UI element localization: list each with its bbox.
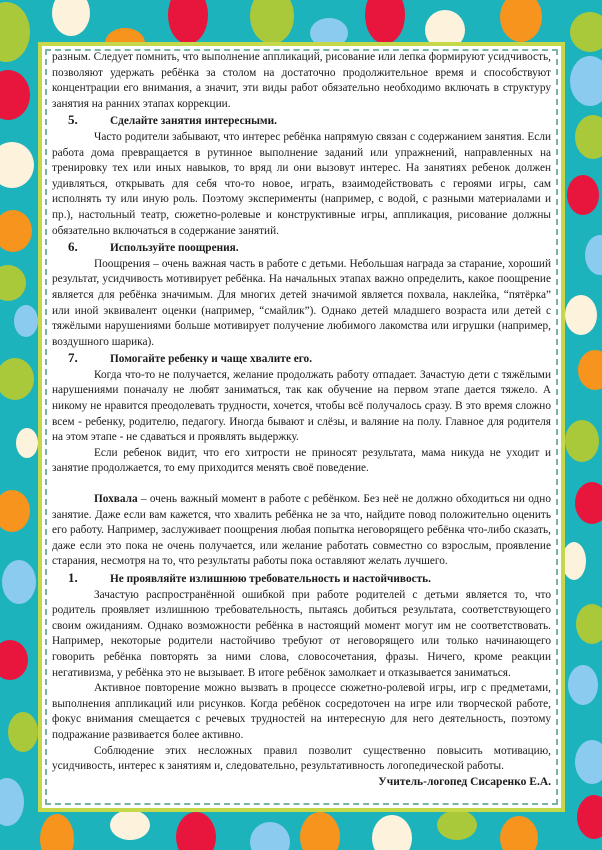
paragraph: Зачастую распространённой ошибкой при работе родителей с детьми является то, что родитель проявляет излишнюю требовательность, пытаясь добиться результата, соответствующего своим ожиданиям. Однако возможности ребёнка в настоящий момент могут им не соответствовать. Например, некоторые родители настойчиво требуют от неговорящего или только начинающего говорить ребёнка повторять за ними слова, словосочетания, фразы. Ничего, кроме реакции негативизма, у ребёнка это не вызывает. В итоге ребёнок замолкает и отказывается заниматься.: [52, 588, 551, 679]
dot: [577, 795, 602, 839]
section-heading: [52, 239, 551, 257]
article-body: [52, 50, 551, 790]
dot: [8, 712, 38, 752]
section-heading: [52, 112, 551, 130]
dot: [0, 358, 34, 400]
dot: [565, 295, 597, 335]
section-number: 7.: [68, 350, 78, 366]
dot: [0, 778, 24, 826]
author-signature: Учитель-логопед Сисаренко Е.А.: [378, 775, 551, 788]
dot: [0, 490, 30, 532]
dot: [0, 2, 30, 62]
section-title: Сделайте занятия интересными.: [110, 115, 277, 128]
dot: [0, 70, 30, 120]
dot: [575, 115, 602, 159]
dot: [576, 604, 602, 644]
praise-paragraph: [52, 492, 551, 570]
praise-text: – очень важный момент в работе с ребёнком. Без неё не должно обходиться ни одно занятие. Даже если вам кажется, что хвалить ребёнка не за что, найдите повод положительно оценить его работу. Например, заслуживает поощрения любая попытка неговорящего ребёнка что-либо сказать, даже если это пока не очень получается, или желание работать совместно со взрослым, проявление старания, несмотря на то, что результаты работы пока оставляют желать лучшего.: [52, 493, 551, 568]
dot: [250, 0, 294, 44]
dot: [585, 235, 602, 275]
dot: [40, 814, 74, 850]
dot: [575, 482, 602, 524]
section-heading: [52, 350, 551, 368]
section-title: Помогайте ребенку и чаще хвалите его.: [110, 353, 313, 366]
dot: [300, 812, 340, 850]
section-number: 5.: [68, 112, 78, 128]
dot: [0, 142, 34, 188]
dot: [52, 0, 90, 36]
dot: [176, 812, 216, 850]
dot: [575, 740, 602, 784]
dot: [372, 815, 412, 850]
paragraph: Часто родители забывают, что интерес ребёнка напрямую связан с содержанием занятия. Если работа дома превращается в рутинное выполнение заданий или упражнений, направленных на тренировку тех или иных навыков, то вряд ли они вызовут интерес. На занятиях ребенок должен удивляться, открывать для себя что-то новое, играть, взаимодействовать с героями игры, сам исполнять ту или иную роль. Поэтому эксперименты (например, с водой, с разными материалами и пр.), настольный театр, сюжетно-ролевые и конструктивные игры, аппликация, рисование должны обязательно включаться в содержание занятий.: [52, 130, 551, 237]
dot: [565, 420, 599, 462]
dot: [110, 810, 150, 840]
praise-term: Похвала: [94, 493, 138, 506]
paragraph: Когда что-то не получается, желание продолжать работу отпадает. Зачастую дети с тяжёлыми нарушениями поначалу не любят заниматься, так как обучение на первом этапе дается тяжело. А никому не нравится преодолевать трудности, хочется, чтобы всё получалось сразу. В это время сложно всем - ребенку, родителю, педагогу. Иногда бывают и слёзы, и валяние на полу. Главное для родителя на этом этапе - не сдаваться и проявлять выдержку.: [52, 368, 551, 444]
spacer: [52, 477, 551, 492]
dot: [0, 210, 32, 252]
section-title: Используйте поощрения.: [110, 242, 239, 255]
dot: [16, 428, 38, 458]
paragraph: Соблюдение этих несложных правил позволит существенно повысить мотивацию, усидчивость, интерес к занятиям и, следовательно, результативность логопедической работы.: [52, 744, 551, 773]
dot: [562, 542, 586, 580]
dot: [500, 816, 538, 850]
paragraph: Поощрения – очень важная часть в работе с детьми. Небольшая награда за старание, хороший результат, усидчивость мотивирует ребёнка. На начальных этапах важно определить, какое поощрение является для ребёнка значимым. Для многих детей значимой является похвала, наклейка, “пятёрка” или иной эквивалент оценки (например, “смайлик”). Однако детей младшего возраста или детей с тяжёлыми нарушениями больше мотивирует получение любимого лакомства или игрушки (например, воздушного шарика).: [52, 257, 551, 348]
paragraph: Активное повторение можно вызвать в процессе сюжетно-ролевой игры, игр с предметами, выполнения аппликаций или рисунков. Когда ребёнок сосредоточен на игре или творческой работе, фокус внимания смещается с речевых трудностей на интересную для него деятельность, поэтому подражание развивается более активно.: [52, 682, 551, 741]
dot: [437, 810, 477, 840]
dot: [500, 0, 542, 42]
dot: [570, 56, 602, 106]
dot: [14, 305, 38, 337]
section-title: Не проявляйте излишнюю требовательность и настойчивость.: [110, 573, 431, 585]
dot: [0, 265, 26, 301]
dot: [570, 12, 602, 52]
section-heading: [52, 570, 551, 588]
dot: [168, 0, 208, 44]
dot: [567, 175, 599, 215]
paper-panel: [42, 46, 561, 808]
section-number: 6.: [68, 239, 78, 255]
dot: [568, 665, 598, 705]
dot: [578, 350, 602, 390]
paragraph: Если ребенок видит, что его хитрости не приносят результата, мама никуда не уходит и занятие продолжается, то ему приходится менять своё поведение.: [52, 446, 551, 475]
dot: [250, 822, 290, 850]
dot: [365, 0, 405, 44]
dot: [0, 640, 28, 680]
intro-paragraph: разным. Следует помнить, что выполнение аппликаций, рисование или лепка формируют усидчивость, позволяют удержать ребёнка за столом на достаточно продолжительное время и способствуют концентрации его внимания, а значит, эти виды работ обязательно необходимо включать в структуру занятия на ранних этапах коррекции.: [52, 51, 551, 110]
section-number: 1.: [68, 570, 78, 585]
dot: [2, 560, 36, 604]
content-frame: [38, 42, 565, 812]
